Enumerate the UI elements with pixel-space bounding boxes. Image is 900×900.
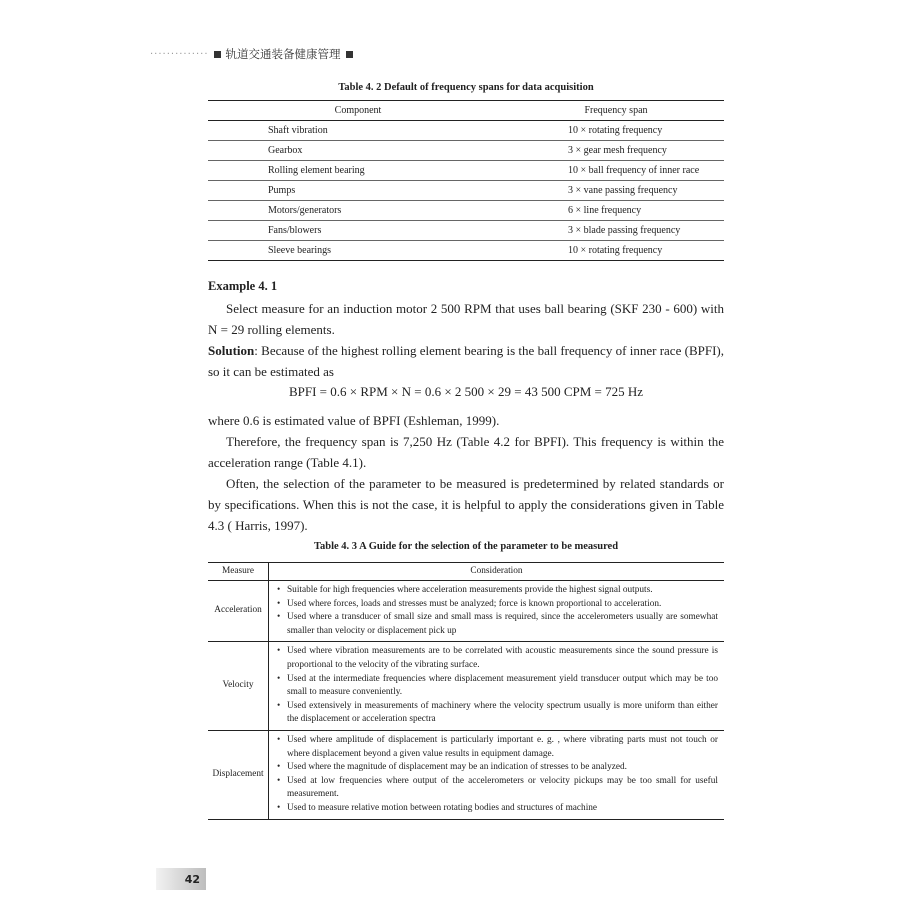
list-item-text: Used to measure relative motion between rotating bodies and structures of machine [287,802,598,813]
table-row [208,181,724,201]
list-item [277,611,718,638]
running-header [150,46,353,62]
list-item-text: Used at low frequencies where output of the accelerometers or velocity pickups may be too small for useful measurement. [287,775,718,800]
table-row [208,121,724,141]
table-row [208,241,724,261]
list-item [277,700,718,727]
bullet-icon: • [277,802,281,813]
paragraph: Often, the selection of the parameter to be measured is predetermined by related standards or by specifications. When this is not the case, it is helpful to apply the considerations given in Table 4.3 ( Harris, 1997). [208,476,724,533]
table-row [208,201,724,221]
page-number: 42 [156,868,206,890]
component-cell: Sleeve bearings [208,241,508,261]
list-item-text: Used where vibration measurements are to be correlated with acoustic measurements since the sound pressure is proportional to the velocity of the vibrating surface. [287,646,718,670]
paragraph: where 0.6 is estimated value of BPFI (Eshleman, 1999). [208,413,500,428]
table-4-3 [208,562,724,820]
bullet-icon: • [277,612,281,623]
list-item [277,598,718,612]
consideration-cell [269,642,725,731]
header-title: 轨道交通装备健康管理 [225,47,341,61]
list-item-text: Used at the intermediate frequencies where displacement measurement yield transducer output which may be too small to measure conveniently. [287,673,718,698]
example-title: Example 4. 1 [208,279,278,293]
bullet-icon: • [277,585,281,595]
list-item [277,802,718,816]
table-4-2-header-span: Frequency span [508,101,724,121]
list-item-text: Used where amplitude of displacement is particularly important e. g. , where vibrating parts must not touch or where displacement beyond a given value results in equipment damage. [287,734,718,759]
table-4-3-header-measure: Measure [208,563,269,581]
bpfi-formula: BPFI = 0.6 × RPM × N = 0.6 × 2 500 × 29 = 43 500 CPM = 725 Hz [288,384,644,399]
table-row [208,581,724,642]
span-cell: 6 × line frequency [508,201,724,221]
list-item-text: Used extensively in measurements of machinery where the velocity spectrum usually is more uniform than either the displacement or acceleration spectra [287,700,718,725]
bullet-icon: • [277,775,281,786]
list-item [277,775,718,802]
span-cell: 10 × ball frequency of inner race [508,161,724,181]
measure-cell: Velocity [208,642,269,731]
solution-paragraph [208,340,724,382]
table-row [208,730,724,819]
consideration-cell [269,730,725,819]
bullet-icon: • [277,598,281,609]
component-cell: Pumps [208,181,508,201]
table-row [208,141,724,161]
header-square-right-icon [346,51,353,58]
table-row [208,221,724,241]
bullet-icon: • [277,700,281,711]
component-cell: Rolling element bearing [208,161,508,181]
component-cell: Gearbox [208,141,508,161]
example-paragraph: Select measure for an induction motor 2 500 RPM that uses ball bearing (SKF 230 - 600) with N = 29 rolling elements. [208,301,724,337]
table-4-2 [208,100,724,261]
component-cell: Shaft vibration [208,121,508,141]
table-4-2-caption: Table 4. 2 Default of frequency spans for data acquisition [338,82,594,93]
table-4-3-caption: Table 4. 3 A Guide for the selection of the parameter to be measured [313,541,619,552]
table-4-3-header-consideration: Consideration [269,563,725,581]
list-item [277,761,718,775]
list-item [277,584,718,598]
header-dots: ·············· [150,48,209,60]
list-item-text: Used where forces, loads and stresses must be analyzed; force is known proportional to acceleration. [287,598,662,609]
solution-label: Solution [208,343,255,358]
paragraph: Therefore, the frequency span is 7,250 Hz (Table 4.2 for BPFI). This frequency is within the acceleration range (Table 4.1). [208,434,724,470]
table-row [208,161,724,181]
list-item-text: Used where a transducer of small size and small mass is required, since the accelerometers usually are somewhat smaller than velocity or displacement pick up [287,612,718,636]
list-item-text: Suitable for high frequencies where acceleration measurements provide the highest signal outputs. [287,585,653,595]
consideration-cell [269,581,725,642]
list-item-text: Used where the magnitude of displacement may be an indication of stresses to be analyzed. [287,762,627,773]
bullet-icon: • [277,762,281,773]
table-4-2-header-component: Component [208,101,508,121]
bullet-icon: • [277,673,281,684]
bullet-icon: • [277,734,281,745]
solution-text: : Because of the highest rolling element bearing is the ball frequency of inner race (BPFI), so it can be estimated as [208,343,724,379]
measure-cell: Acceleration [208,581,269,642]
header-square-left-icon [214,51,221,58]
span-cell: 10 × rotating frequency [508,121,724,141]
list-item [277,734,718,761]
list-item [277,645,718,672]
bullet-icon: • [277,646,281,657]
measure-cell: Displacement [208,730,269,819]
span-cell: 3 × blade passing frequency [508,221,724,241]
component-cell: Fans/blowers [208,221,508,241]
span-cell: 3 × vane passing frequency [508,181,724,201]
span-cell: 3 × gear mesh frequency [508,141,724,161]
span-cell: 10 × rotating frequency [508,241,724,261]
list-item [277,673,718,700]
table-row [208,642,724,731]
component-cell: Motors/generators [208,201,508,221]
